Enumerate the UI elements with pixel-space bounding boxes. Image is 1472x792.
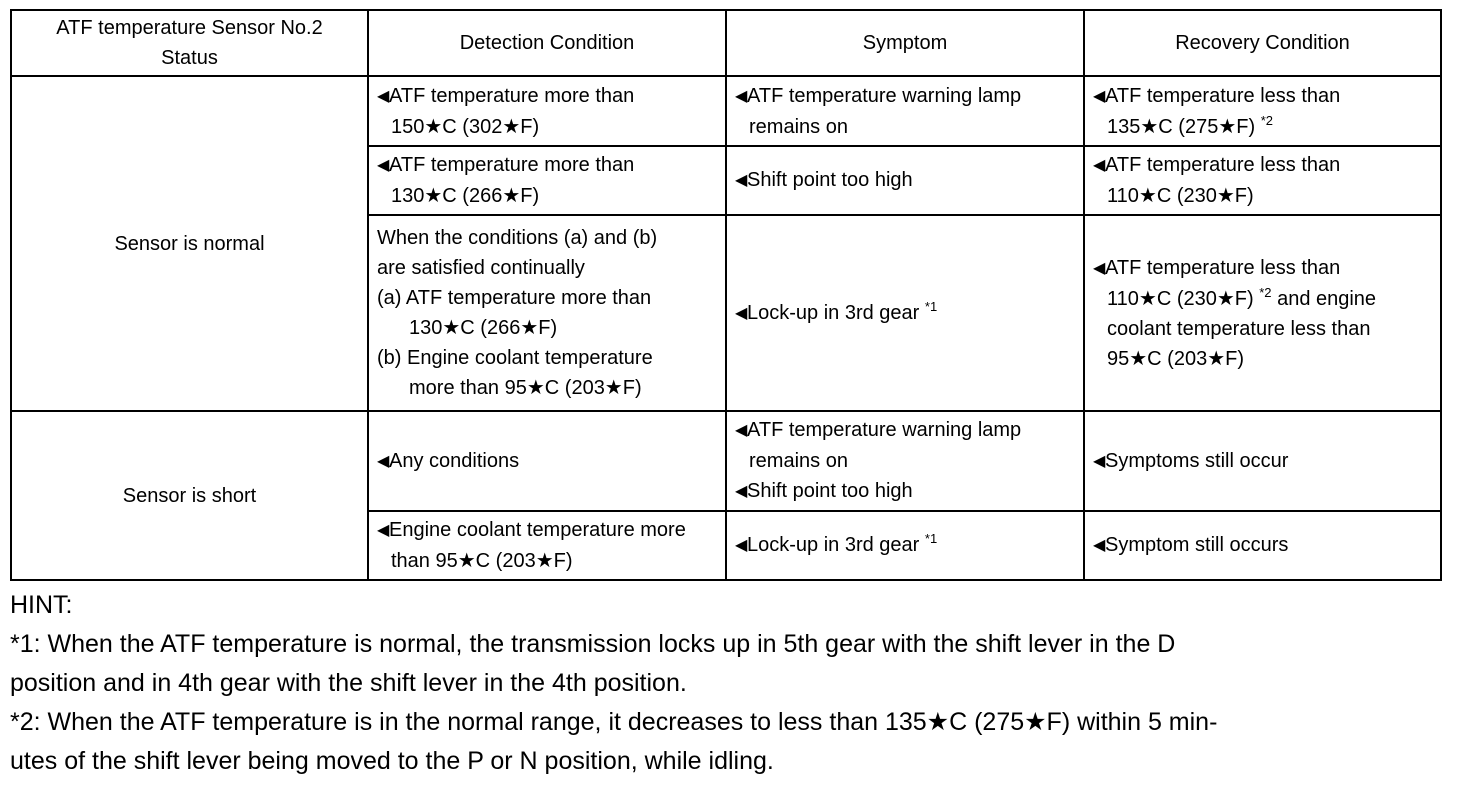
detection-cell: ◀Any conditions [368, 411, 726, 511]
header-status [11, 10, 368, 76]
detection-cell: ◀ATF temperature more than 130★C (266★F) [368, 146, 726, 215]
bullet-icon: ◀ [735, 422, 748, 439]
bullet-icon: ◀ [377, 157, 390, 174]
bullet-icon: ◀ [1093, 259, 1106, 277]
bullet-icon: ◀ [1093, 537, 1106, 554]
bullet-icon: ◀ [735, 304, 748, 322]
recovery-cell: ◀ATF temperature less than 110★C (230★F) [1084, 146, 1441, 215]
symptom-cell: ◀ATF temperature warning lamp remains on ◀Shift point too high [726, 411, 1084, 511]
bullet-icon: ◀ [735, 172, 748, 189]
bullet-icon: ◀ [735, 537, 748, 554]
condition-b: (b) Engine coolant temperature more than 95★C (203★F) [377, 347, 653, 399]
status-sensor-short: Sensor is short [11, 411, 368, 580]
bullet-icon: ◀ [735, 87, 748, 105]
symptom-cell: ◀Shift point too high [726, 146, 1084, 215]
bullet-icon: ◀ [377, 452, 390, 470]
header-status-line1: ATF temperature Sensor No.2 [56, 17, 323, 39]
recovery-cell: ◀ATF temperature less than 110★C (230★F) $^{*2}$ and engine coolant temperature less than 95★C (203★F) [1084, 215, 1441, 411]
table-row [11, 76, 1441, 146]
footnote-ref: *1 [924, 298, 938, 314]
recovery-cell: ◀Symptom still occurs [1084, 511, 1441, 580]
header-status-line2: Status [161, 47, 218, 69]
detection-cell: When the conditions (a) and (b) are satisfied continually (a) ATF temperature more than 130★C (266★F) (b) Engine coolant temperature more than 95★C (203★F) [368, 215, 726, 411]
table-row [11, 411, 1441, 511]
bullet-icon: ◀ [1093, 452, 1106, 470]
symptom-cell: ◀Lock-up in 3rd gear $^{*1}$ [726, 511, 1084, 580]
recovery-cell: ◀ATF temperature less than 135★C (275★F) $^{*2}$ [1084, 76, 1441, 146]
hint-section [10, 586, 1450, 781]
hint-note-2: *2: When the ATF temperature is in the normal range, it decreases to less than 135★C (275★F) within 5 min- utes of the shift lever being moved to the P or N position, while idling. [10, 708, 1218, 775]
bullet-icon: ◀ [1093, 157, 1106, 174]
header-symptom: Symptom [726, 10, 1084, 76]
symptom-cell: ◀Lock-up in 3rd gear $^{*1}$ [726, 215, 1084, 411]
header-recovery: Recovery Condition [1084, 10, 1441, 76]
symptom-cell: ◀ATF temperature warning lamp remains on [726, 76, 1084, 146]
recovery-cell: ◀Symptoms still occur [1084, 411, 1441, 511]
bullet-icon: ◀ [377, 87, 390, 105]
bullet-icon: ◀ [377, 522, 390, 539]
bullet-icon: ◀ [735, 483, 748, 500]
header-row [11, 10, 1441, 76]
condition-a: (a) ATF temperature more than 130★C (266★F) [377, 287, 652, 339]
status-sensor-normal: Sensor is normal [11, 76, 368, 411]
bullet-icon: ◀ [1093, 87, 1106, 105]
detection-cell: ◀ATF temperature more than 150★C (302★F) [368, 76, 726, 146]
footnote-ref: *2 [1259, 284, 1272, 300]
hint-note-1: *1: When the ATF temperature is normal, the transmission locks up in 5th gear with the shift lever in the D position and in 4th gear with the shift lever in the 4th position. [10, 630, 1176, 697]
header-detection: Detection Condition [368, 10, 726, 76]
detection-cell: ◀Engine coolant temperature more than 95★C (203★F) [368, 511, 726, 580]
footnote-ref: *1 [924, 531, 938, 546]
hint-title: HINT: [10, 591, 73, 619]
atf-sensor-status-table [10, 9, 1442, 581]
footnote-ref: *2 [1260, 112, 1273, 128]
